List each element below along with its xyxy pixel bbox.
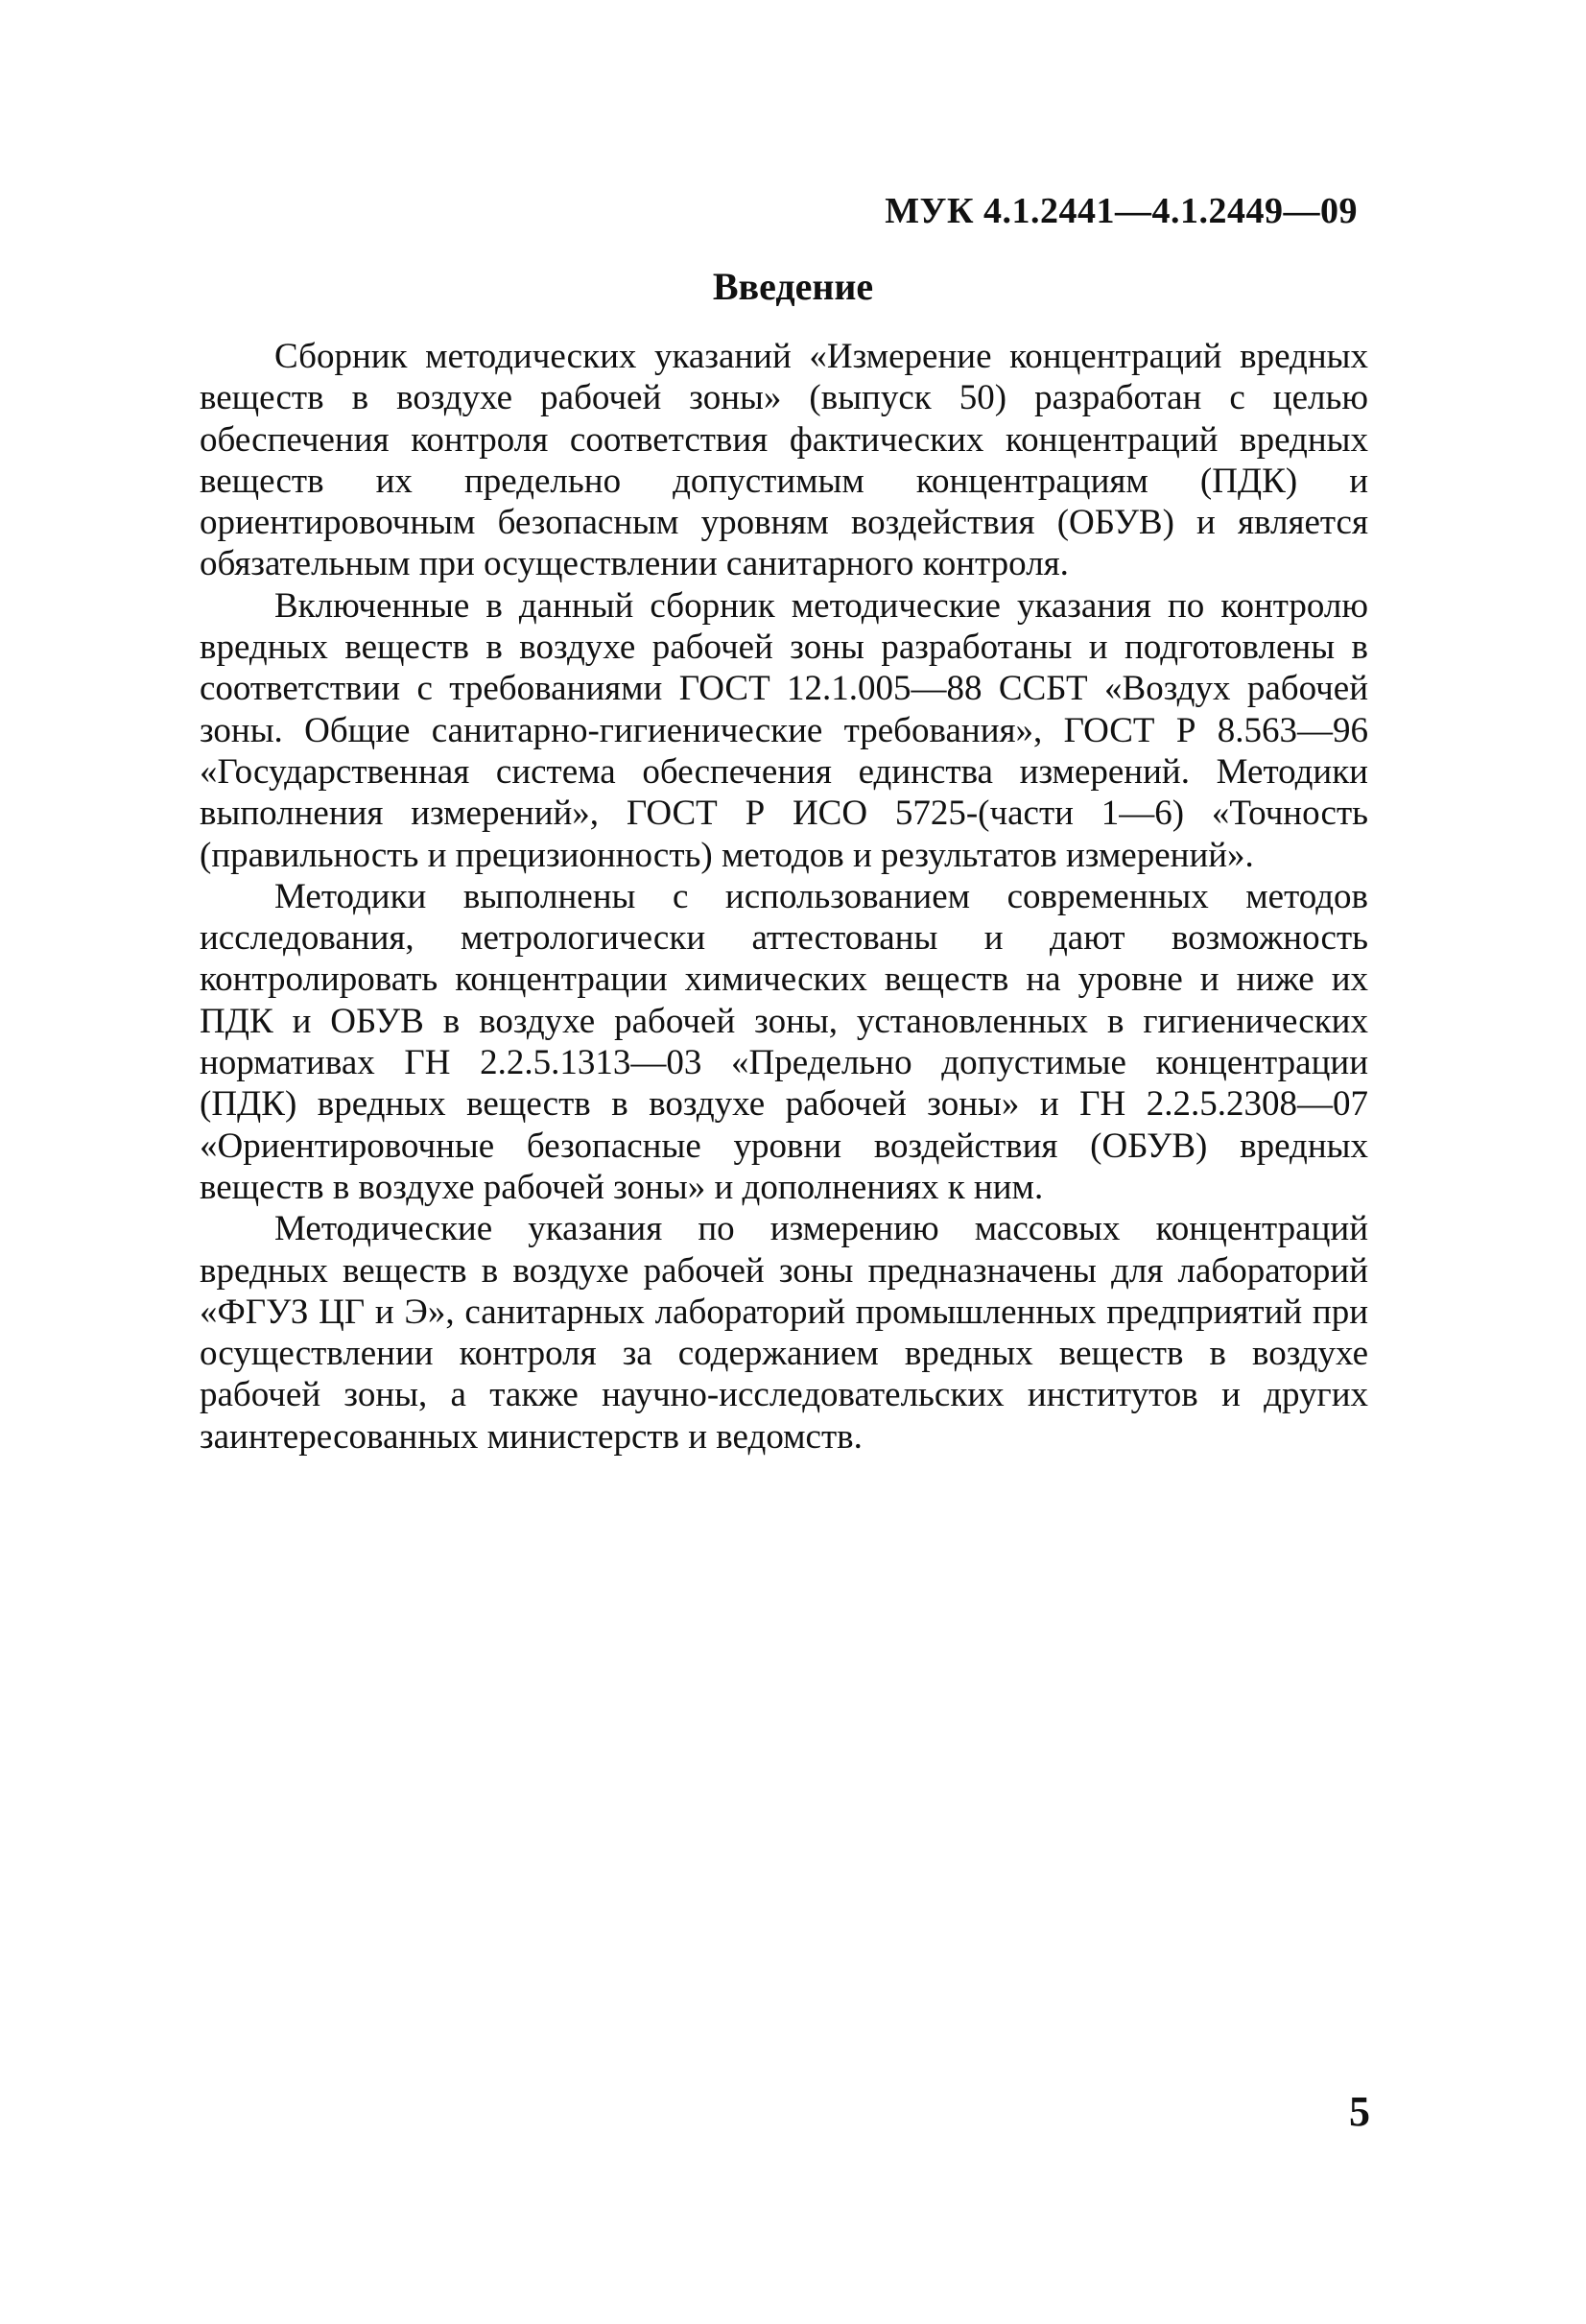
paragraph-methods: Методики выполнены с использованием современных методов исследования, метрологически аттестованы и дают возможность контролировать концентрации химических веществ на уровне и ниже их ПДК и ОБУВ в воздухе рабочей зоны, установленных в гигиенических нормативах ГН 2.2.5.1313—03 «Предельно допустимые концентрации (ПДК) вредных веществ в воздухе рабочей зоны» и ГН 2.2.5.2308—07 «Ориентировочные безопасные уровни воздействия (ОБУВ) вредных веществ в воздухе рабочей зоны» и дополнениях к ним. xyxy=(200,876,1368,1207)
section-title: Введение xyxy=(712,265,874,308)
paragraph-purpose: Сборник методических указаний «Измерение концентраций вредных веществ в воздухе рабочей зоны» (выпуск 50) разработан с целью обеспечения контроля соответствия фактических концентраций вредных веществ их предельно допустимым концентрациям (ПДК) и ориентировочным безопасным уровням воздействия (ОБУВ) и является обязательным при осуществлении санитарного контроля. xyxy=(200,337,1368,584)
page-number: 5 xyxy=(1349,2088,1370,2135)
document-code-header: МУК 4.1.2441—4.1.2449—09 xyxy=(885,191,1358,231)
paragraph-standards: Включенные в данный сборник методические указания по контролю вредных веществ в воздухе рабочей зоны разработаны и подготовлены в соответствии с требованиями ГОСТ 12.1.005—88 ССБТ «Воздух рабочей зоны. Общие санитарно-гигиенические требования», ГОСТ Р 8.563—96 «Государственная система обеспечения единства измерений. Методики выполнения измерений», ГОСТ Р ИСО 5725-(части 1—6) «Точность (правильность и прецизионность) методов и результатов измерений». xyxy=(200,585,1368,875)
body-text xyxy=(200,336,1368,1458)
paragraph-audience: Методические указания по измерению массовых концентраций вредных веществ в воздухе рабочей зоны предназначены для лабораторий «ФГУЗ ЦГ и Э», санитарных лабораторий промышленных предприятий при осуществлении контроля за содержанием вредных веществ в воздухе рабочей зоны, а также научно-исследовательских институтов и других заинтересованных министерств и ведомств. xyxy=(200,1209,1368,1457)
